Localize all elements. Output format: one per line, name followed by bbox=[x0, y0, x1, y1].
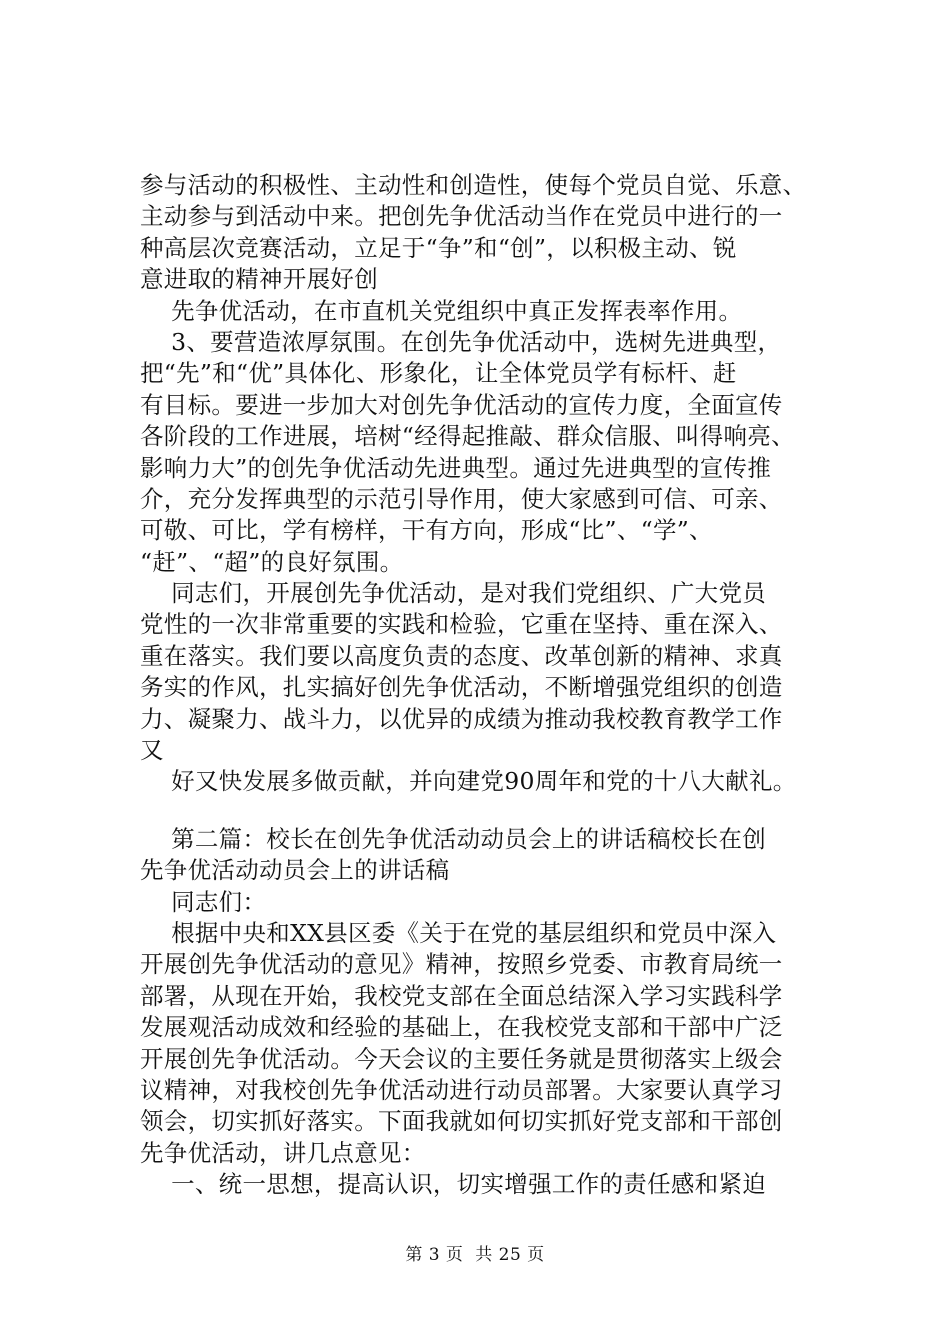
page-number: 第 3 页 共 25 页 bbox=[405, 1245, 545, 1265]
text-line: 有目标。要进一步加大对创先争优活动的宣传力度，全面宣传 bbox=[140, 390, 783, 419]
text-line: 主动参与到活动中来。把创先争优活动当作在党员中进行的一 bbox=[140, 202, 783, 231]
text-line: 发展观活动成效和经验的基础上，在我校党支部和干部中广泛 bbox=[140, 1013, 783, 1042]
text-line: 各阶段的工作进展，培树“经得起推敲、群众信服、叫得响亮、 bbox=[140, 422, 795, 451]
text-line: 影响力大”的创先争优活动先进典型。通过先进典型的宣传推 bbox=[140, 453, 772, 482]
document-body bbox=[140, 170, 860, 1201]
text-line: 开展创先争优活动。今天会议的主要任务就是贯彻落实上级会 bbox=[140, 1044, 783, 1073]
text-line: 根据中央和XX县区委《关于在党的基层组织和党员中深入 bbox=[140, 918, 777, 947]
text-line: 把“先”和“优”具体化、形象化，让全体党员学有标杆、赶 bbox=[140, 359, 737, 388]
text-line: 可敬、可比，学有榜样，干有方向，形成“比”、“学”、 bbox=[140, 516, 713, 545]
text-line: 又 bbox=[140, 736, 164, 765]
text-line: 党性的一次非常重要的实践和检验，它重在坚持、重在深入、 bbox=[140, 610, 783, 639]
text-line: 部署，从现在开始，我校党支部在全面总结深入学习实践科学 bbox=[140, 981, 783, 1010]
text-line: 介，充分发挥典型的示范引导作用，使大家感到可信、可亲、 bbox=[140, 484, 783, 513]
section-title-line: 先争优活动动员会上的讲话稿 bbox=[140, 856, 450, 885]
text-line: 参与活动的积极性、主动性和创造性，使每个党员自觉、乐意、 bbox=[140, 171, 807, 199]
text-line: 3、要营造浓厚氛围。在创先争优活动中，选树先进典型， bbox=[140, 327, 782, 356]
section-title-line: 第二篇：校长在创先争优活动动员会上的讲话稿校长在创 bbox=[140, 824, 767, 853]
text-line: “赶”、“超”的良好氛围。 bbox=[140, 547, 404, 576]
text-line: 同志们： bbox=[140, 887, 267, 916]
text-line: 领会，切实抓好落实。下面我就如何切实抓好党支部和干部创 bbox=[140, 1107, 783, 1136]
text-line: 重在落实。我们要以高度负责的态度、改革创新的精神、求真 bbox=[140, 641, 783, 670]
text-line: 开展创先争优活动的意见》精神，按照乡党委、市教育局统一 bbox=[140, 950, 783, 979]
text-line: 力、凝聚力、战斗力，以优异的成绩为推动我校教育教学工作 bbox=[140, 704, 783, 733]
text-line: 先争优活动，讲几点意见： bbox=[140, 1138, 426, 1167]
text-line: 先争优活动，在市直机关党组织中真正发挥表率作用。 bbox=[140, 296, 743, 325]
text-line: 意进取的精神开展好创 bbox=[140, 265, 378, 294]
text-line: 种高层次竞赛活动，立足于“争”和“创”，以积极主动、锐 bbox=[140, 233, 737, 262]
text-line: 议精神，对我校创先争优活动进行动员部署。大家要认真学习 bbox=[140, 1075, 783, 1104]
section-gap bbox=[140, 798, 860, 824]
text-line: 务实的作风，扎实搞好创先争优活动，不断增强党组织的创造 bbox=[140, 673, 783, 702]
text-line: 同志们，开展创先争优活动，是对我们党组织、广大党员 bbox=[140, 579, 767, 608]
text-line: 一、统一思想，提高认识，切实增强工作的责任感和紧迫 bbox=[140, 1170, 767, 1199]
text-line: 好又快发展多做贡献，并向建党90周年和党的十八大献礼。 bbox=[140, 767, 797, 796]
